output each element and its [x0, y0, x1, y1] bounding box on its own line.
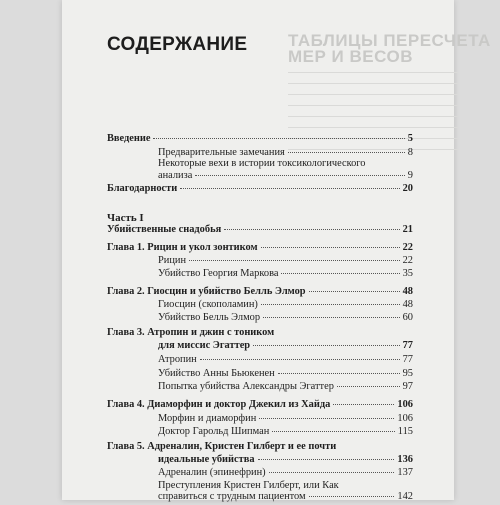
entry-page: 9	[407, 170, 413, 181]
page-title: СОДЕРЖАНИЕ	[107, 34, 248, 55]
entry-page: 5	[407, 133, 413, 144]
dot-leader	[281, 273, 399, 274]
bleed-through-heading: ТАБЛИЦЫ ПЕРЕСЧЕТА МЕР И ВЕСОВ	[288, 31, 491, 66]
dot-leader	[333, 404, 394, 405]
dot-leader	[269, 472, 395, 473]
entry-label: Атропин	[158, 354, 197, 365]
dot-leader	[261, 247, 400, 248]
entry-label: Глава 1. Рицин и укол зонтиком	[107, 242, 258, 253]
dot-leader	[309, 291, 400, 292]
entry-label: Убийство Анны Бьюкенен	[158, 368, 275, 379]
dot-leader	[337, 386, 400, 387]
entry-label: Убийственные снадобья	[107, 224, 222, 235]
chapter-3-head-line1: Глава 3. Атропин и джин с тоником	[107, 327, 275, 338]
dot-leader	[189, 260, 400, 261]
entry-label: Гиосцин (скополамин)	[158, 299, 258, 310]
entry-label-line1: Некоторые вехи в истории токсикологического	[158, 158, 366, 169]
dot-leader	[288, 152, 405, 153]
chapter-5-head-line1: Глава 5. Адреналин, Кристен Гилберт и ее почти	[107, 441, 337, 452]
entry-label-line1: Преступления Кристен Гилберт, или Как	[158, 480, 339, 491]
entry-label: Рицин	[158, 255, 187, 266]
entry-page: 106	[397, 399, 413, 410]
entry-label: Убийство Белль Элмор	[158, 312, 261, 323]
dot-leader	[309, 496, 395, 497]
entry-label: Благодарности	[107, 183, 178, 194]
toc-entry-ch3-item[interactable]	[158, 354, 413, 368]
entry-page: 8	[407, 147, 413, 158]
toc-entry-ch2-item[interactable]	[158, 312, 413, 326]
entry-label: Доктор Гарольд Шипман	[158, 426, 270, 437]
entry-page: 48	[402, 286, 413, 297]
entry-label: Адреналин (эпинефрин)	[158, 467, 266, 478]
toc-entry-part1[interactable]	[107, 224, 413, 238]
toc-entry-ch4-item[interactable]	[158, 413, 413, 427]
toc-entry-chapter-4[interactable]	[107, 399, 413, 413]
entry-label: Введение	[107, 133, 151, 144]
dot-leader	[195, 175, 404, 176]
toc-entry-chapter-2[interactable]	[107, 286, 413, 300]
entry-page: 142	[397, 491, 413, 502]
entry-label: Попытка убийства Александры Эгаттер	[158, 381, 334, 392]
toc-entry-acknowledgements[interactable]	[107, 183, 413, 197]
toc-entry-ch1-item[interactable]	[158, 255, 413, 269]
entry-page: 77	[402, 340, 413, 351]
entry-page: 136	[397, 454, 413, 465]
toc-entry-chapter-3[interactable]	[158, 340, 413, 354]
entry-page: 115	[397, 426, 413, 437]
entry-label: Предварительные замечания	[158, 147, 285, 158]
dot-leader	[258, 459, 395, 460]
entry-label: Морфин и диаморфин	[158, 413, 257, 424]
book-page	[62, 0, 491, 502]
toc-entry-intro[interactable]	[107, 133, 413, 147]
dot-leader	[261, 304, 400, 305]
entry-label: Убийство Георгия Маркова	[158, 268, 279, 279]
entry-page: 137	[397, 467, 413, 478]
toc-entry-chapter-1[interactable]	[107, 242, 413, 256]
entry-label: идеальные убийства	[158, 454, 255, 465]
toc-entry-ch3-item[interactable]	[158, 368, 413, 382]
entry-page: 48	[402, 299, 413, 310]
dot-leader	[278, 373, 400, 374]
dot-leader	[253, 345, 400, 346]
entry-page: 97	[402, 381, 413, 392]
dot-leader	[153, 138, 404, 139]
entry-label: Глава 2. Гиосцин и убийство Белль Элмор	[107, 286, 306, 297]
toc-entry-ch5-item[interactable]	[158, 467, 413, 481]
dot-leader	[272, 431, 395, 432]
dot-leader	[224, 229, 399, 230]
entry-page: 77	[402, 354, 413, 365]
entry-page: 60	[402, 312, 413, 323]
toc-entry-ch4-item[interactable]	[158, 426, 413, 440]
toc-entry-chapter-5[interactable]	[158, 454, 413, 468]
dot-leader	[180, 188, 399, 189]
entry-label: Глава 4. Диаморфин и доктор Джекил из Хайда	[107, 399, 331, 410]
entry-page: 35	[402, 268, 413, 279]
entry-page: 21	[402, 224, 413, 235]
dot-leader	[200, 359, 400, 360]
entry-page: 20	[402, 183, 413, 194]
toc-entry-ch3-item[interactable]	[158, 381, 413, 395]
toc-entry-ch5-item[interactable]	[158, 491, 413, 505]
toc-entry-ch2-item[interactable]	[158, 299, 413, 313]
entry-label: справиться с трудным пациентом	[158, 491, 306, 502]
toc-entry-milestones[interactable]	[158, 170, 413, 184]
entry-label: анализа	[158, 170, 193, 181]
entry-page: 22	[402, 242, 413, 253]
dot-leader	[259, 418, 394, 419]
entry-label: для миссис Эгаттер	[158, 340, 251, 351]
part-number: Часть I	[107, 212, 144, 224]
entry-page: 22	[402, 255, 413, 266]
toc-entry-ch1-item[interactable]	[158, 268, 413, 282]
entry-page: 95	[402, 368, 413, 379]
entry-page: 106	[397, 413, 413, 424]
dot-leader	[263, 317, 400, 318]
